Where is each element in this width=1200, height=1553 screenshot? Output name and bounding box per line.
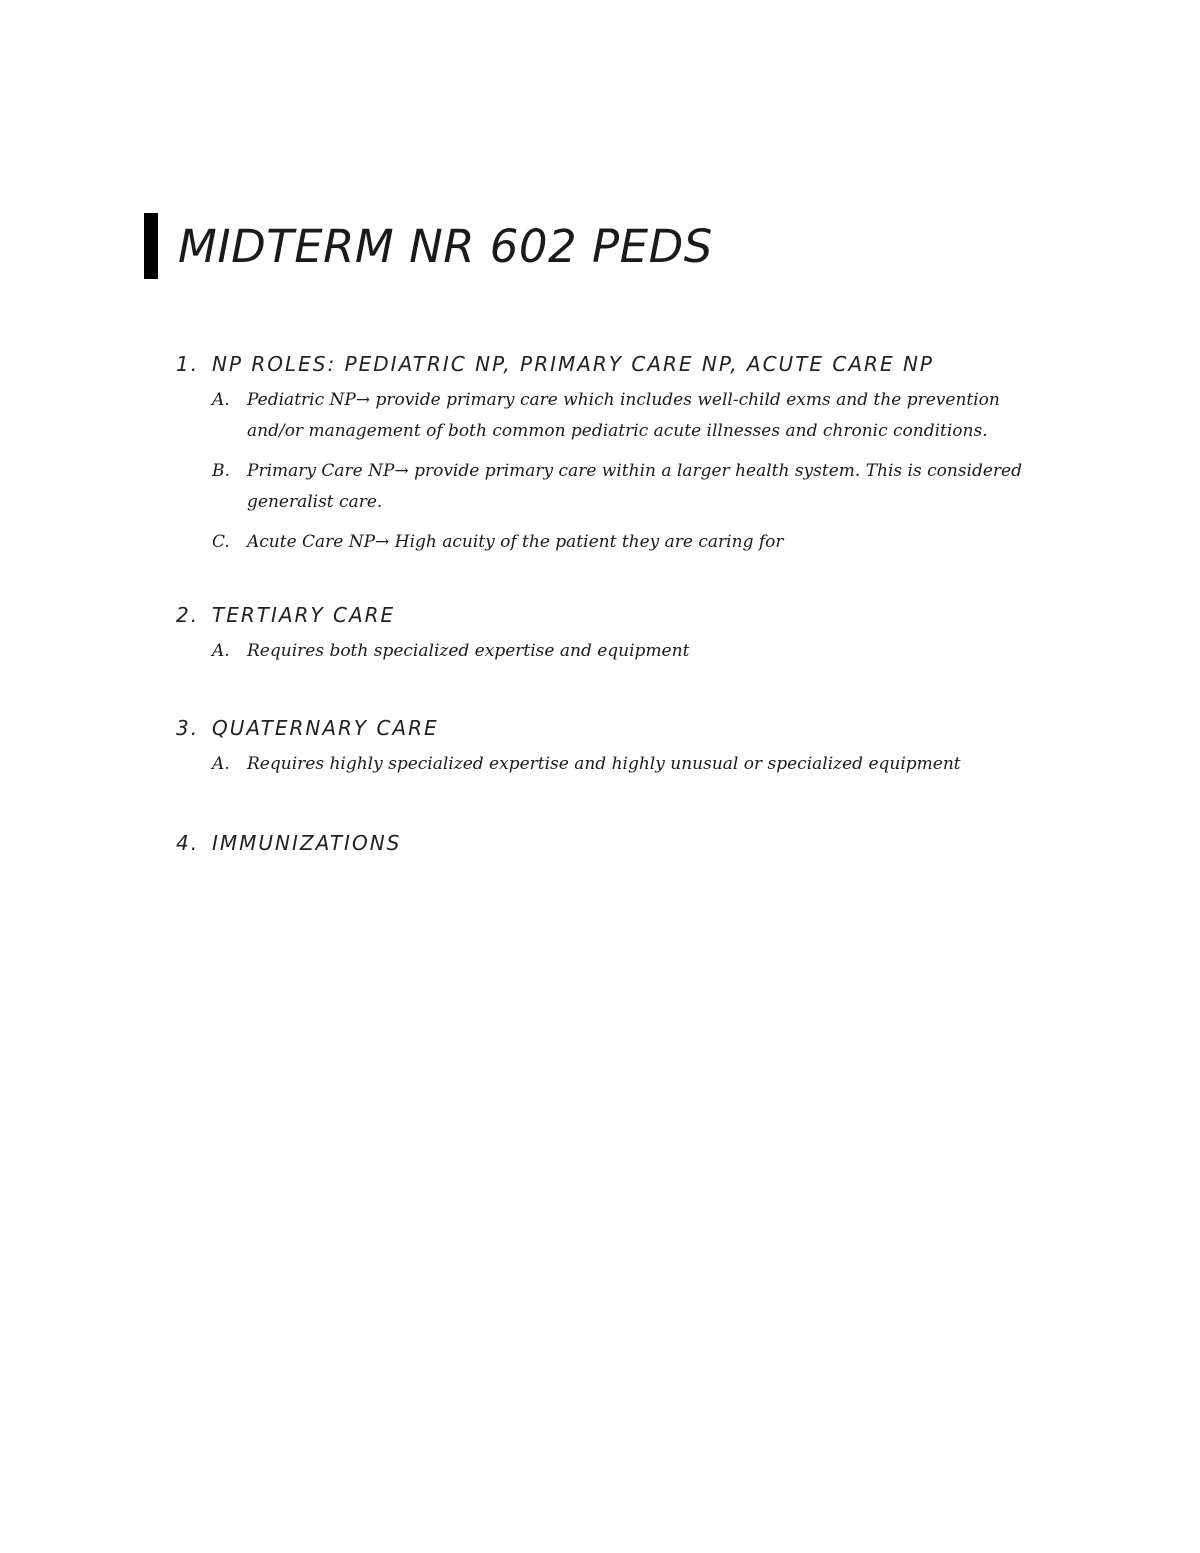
section-number: 2.	[176, 602, 200, 627]
item-letter: A.	[212, 754, 230, 774]
item-text: Acute Care NP→ High acuity of the patient they are caring for	[247, 532, 784, 552]
section-heading-text: IMMUNIZATIONS	[212, 830, 402, 855]
section-heading	[176, 824, 1056, 862]
section-heading-text: NP ROLES: PEDIATRIC NP, PRIMARY CARE NP, ACUTE CARE NP	[212, 352, 934, 376]
section-items	[212, 385, 1056, 558]
section-heading	[176, 345, 1056, 383]
section-heading-text: QUATERNARY CARE	[212, 716, 439, 740]
section-number: 1.	[176, 352, 200, 376]
section-items	[212, 636, 1056, 667]
item-letter: A.	[212, 390, 230, 410]
section-np-roles	[176, 345, 1056, 558]
list-item	[212, 527, 1056, 558]
list-item	[212, 636, 1056, 667]
list-item	[212, 456, 1056, 517]
page-title: MIDTERM NR 602 PEDS	[178, 219, 713, 273]
item-letter: B.	[212, 461, 230, 481]
list-item	[212, 385, 1056, 446]
item-letter: C.	[212, 532, 230, 552]
list-item	[212, 749, 1056, 780]
section-heading	[176, 709, 1056, 747]
title-accent-bar	[144, 213, 158, 279]
title-block	[144, 213, 713, 279]
section-heading	[176, 596, 1056, 634]
section-items	[212, 749, 1056, 780]
item-letter: A.	[212, 640, 230, 661]
item-text: Pediatric NP→ provide primary care which includes well-child exms and the prevention and/or management of both common pediatric acute illnesses and chronic conditions.	[247, 390, 1000, 441]
section-heading-text: TERTIARY CARE	[212, 602, 396, 627]
section-number: 3.	[176, 716, 200, 740]
item-text: Requires both specialized expertise and equipment	[247, 640, 690, 661]
item-text: Requires highly specialized expertise and highly unusual or specialized equipment	[247, 754, 961, 774]
section-tertiary-care	[176, 596, 1056, 667]
section-immunizations	[176, 824, 1056, 862]
item-text: Primary Care NP→ provide primary care within a larger health system. This is considered generalist care.	[247, 461, 1023, 512]
outline-sections	[176, 345, 1056, 862]
section-number: 4.	[176, 830, 200, 855]
section-quaternary-care	[176, 709, 1056, 780]
